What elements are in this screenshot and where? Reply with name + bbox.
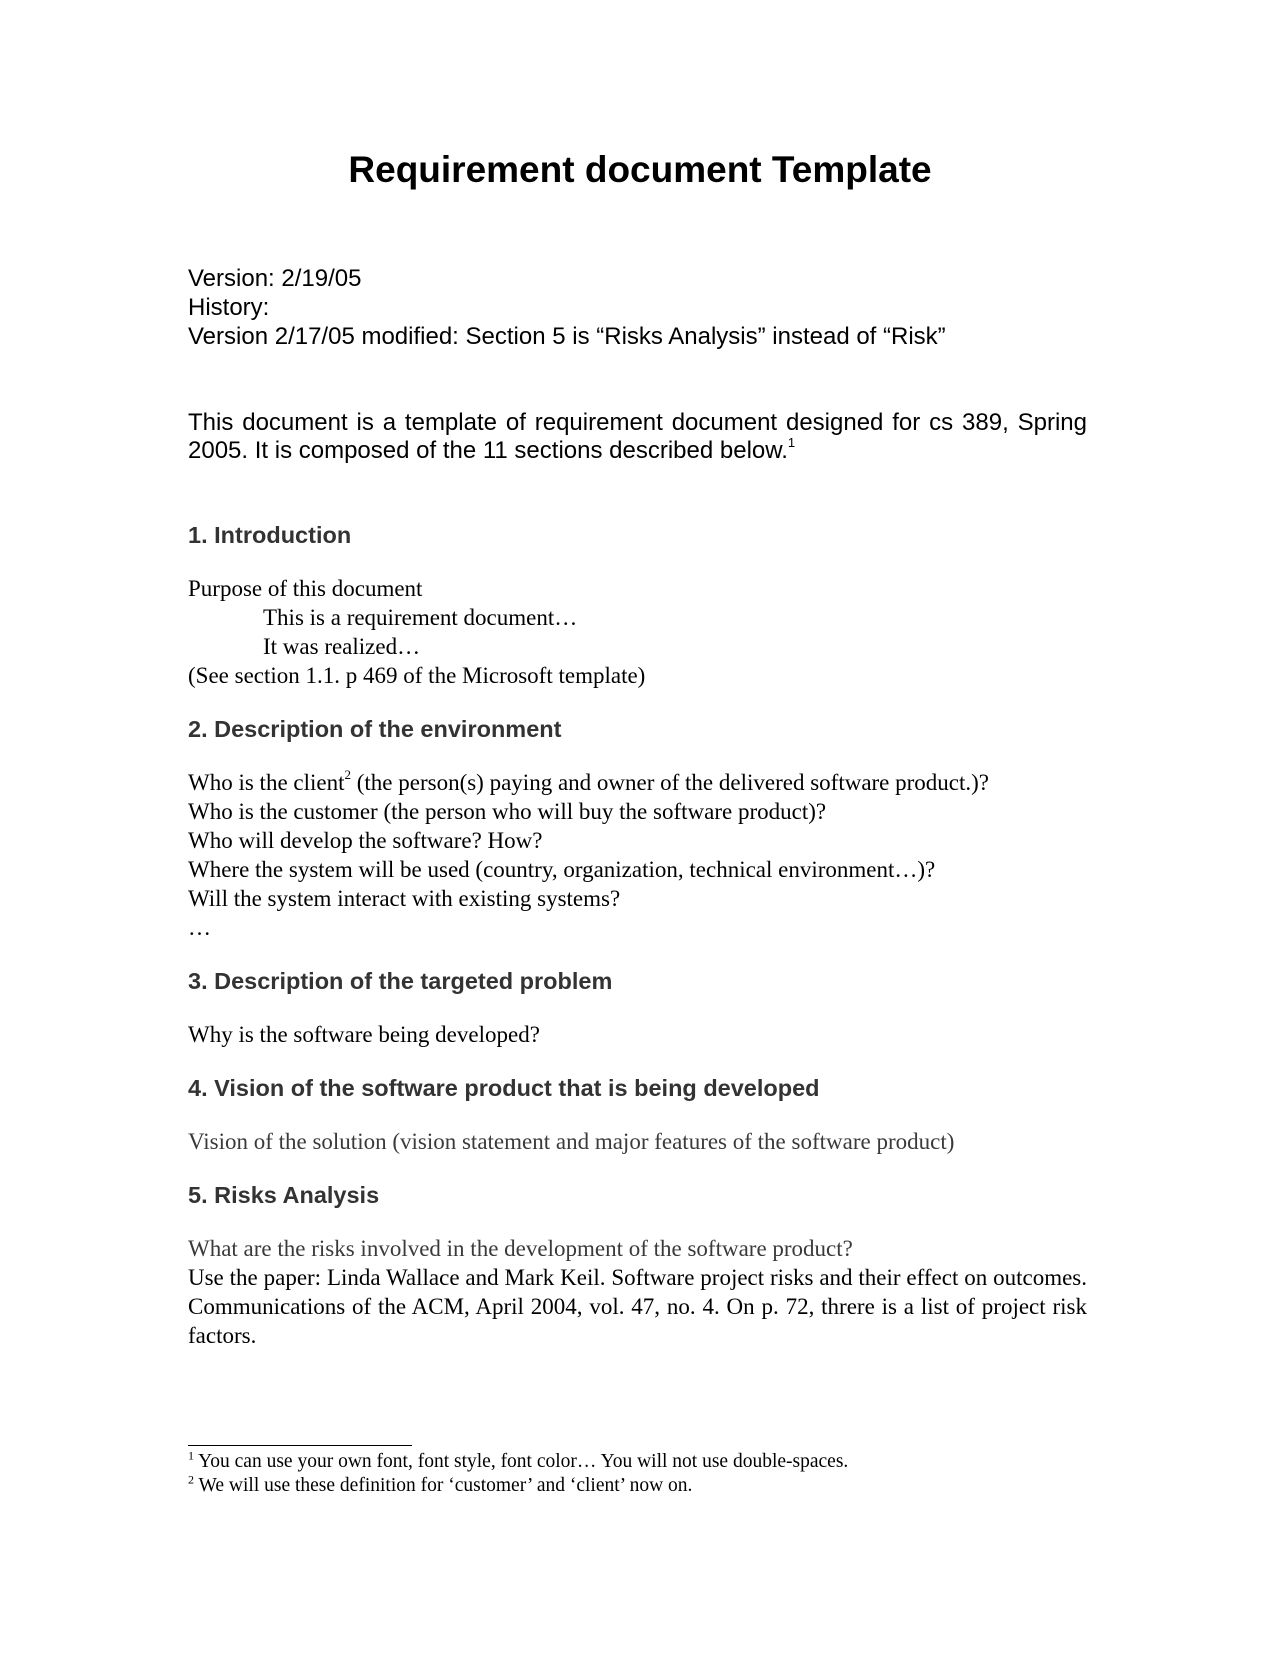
version-line: Version: 2/19/05	[188, 265, 362, 292]
risks-question: What are the risks involved in the development of the software product?	[188, 1236, 853, 1261]
document-title: Requirement document Template	[348, 149, 932, 190]
footnote-ref-1: 1	[787, 435, 796, 450]
section-2-heading: 2. Description of the environment	[188, 716, 562, 742]
section-5-heading: 5. Risks Analysis	[188, 1182, 380, 1208]
purpose-label: Purpose of this document	[188, 576, 423, 601]
history-entry: Version 2/17/05 modified: Section 5 is “Risks Analysis” instead of “Risk”	[188, 323, 946, 350]
footnote-separator	[188, 1445, 412, 1446]
where-question: Where the system will be used (country, organization, technical environment…)?	[188, 857, 936, 882]
footnote-1-number: 1	[188, 1448, 194, 1463]
see-reference: (See section 1.1. p 469 of the Microsoft template)	[188, 663, 646, 688]
intro-text: This document is a template of requirement document designed for cs 389, Spring 2005. It is composed of the 11 sections described below.	[188, 409, 1087, 464]
section-4-heading: 4. Vision of the software product that is being developed	[188, 1075, 820, 1101]
develop-question: Who will develop the software? How?	[188, 828, 543, 853]
footnote-2-text: We will use these definition for ‘customer’ and ‘client’ now on.	[194, 1475, 693, 1496]
section-5-body	[188, 1234, 1087, 1350]
footnote-1	[188, 1450, 848, 1474]
ellipsis: …	[188, 915, 211, 940]
history-label: History:	[188, 294, 270, 321]
interact-question: Will the system interact with existing systems?	[188, 886, 621, 911]
footnote-2	[188, 1474, 848, 1498]
vision-statement: Vision of the solution (vision statement and major features of the software product)	[188, 1129, 955, 1154]
purpose-line-2: It was realized…	[263, 634, 421, 659]
footnote-1-text: You can use your own font, font style, font color… You will not use double-spaces.	[194, 1451, 849, 1472]
section-2-body	[188, 768, 1087, 942]
document-body	[188, 520, 1087, 1350]
section-3-heading: 3. Description of the targeted problem	[188, 968, 613, 994]
section-1-body	[188, 574, 1087, 690]
client-suffix: (the person(s) paying and owner of the delivered software product.)?	[351, 770, 990, 795]
client-prefix: Who is the client	[188, 770, 345, 795]
section-4-body	[188, 1127, 1087, 1156]
why-question: Why is the software being developed?	[188, 1022, 540, 1047]
paper-reference: Use the paper: Linda Wallace and Mark Keil. Software project risks and their effect on outcomes. Communications of the ACM, April 2004, vol. 47, no. 4. On p. 72, threre is a list of project risk factors.	[188, 1265, 1087, 1348]
footnotes	[188, 1450, 848, 1498]
purpose-line-1: This is a requirement document…	[263, 605, 578, 630]
customer-question: Who is the customer (the person who will buy the software product)?	[188, 799, 827, 824]
section-3-body	[188, 1020, 1087, 1049]
footnote-2-number: 2	[188, 1472, 194, 1487]
client-question	[188, 768, 1087, 797]
version-history-block	[188, 264, 946, 351]
section-1-heading: 1. Introduction	[188, 522, 352, 548]
intro-paragraph	[188, 409, 1087, 465]
footnote-ref-2: 2	[344, 767, 351, 783]
